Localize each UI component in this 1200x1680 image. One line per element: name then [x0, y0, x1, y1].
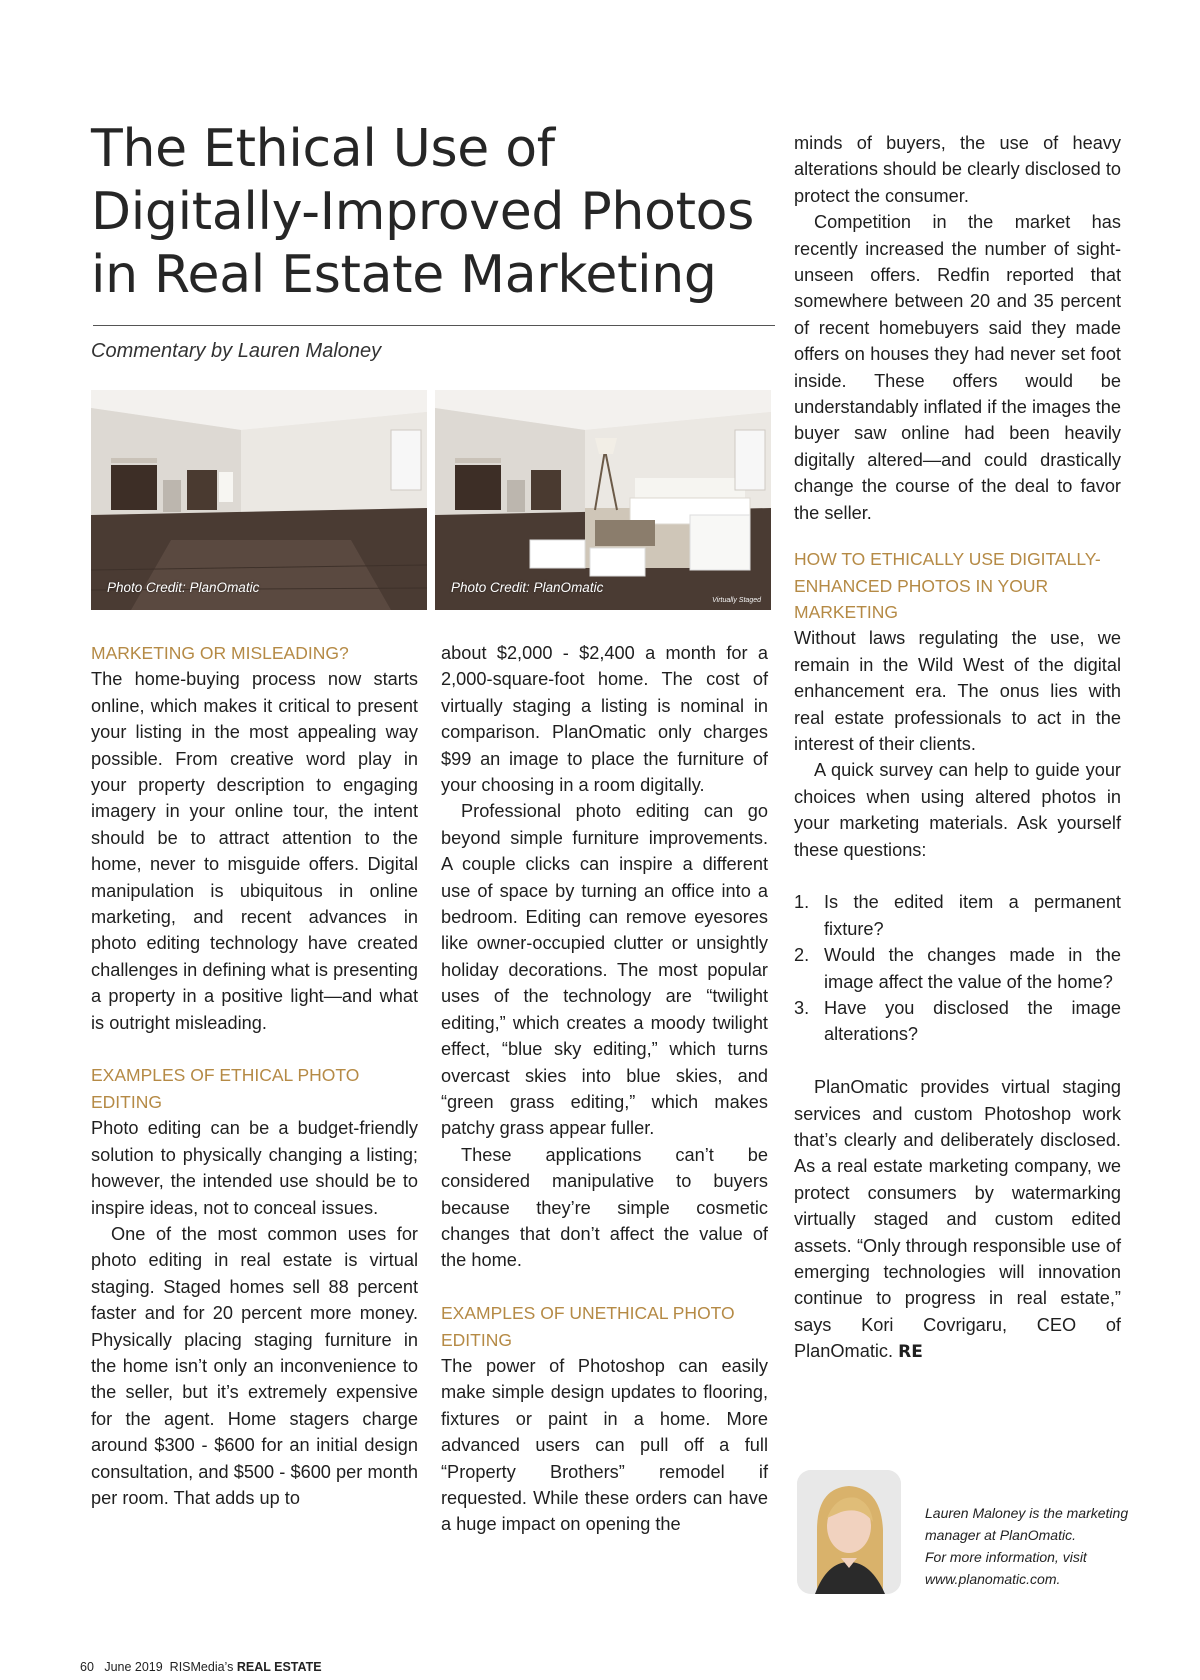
list-item: 3. Have you disclosed the image alterations?	[794, 997, 1121, 1045]
photo-empty-room	[91, 390, 427, 610]
paragraph: The home-buying process now starts online, which makes it critical to present your listing in the most appealing way possible. From creative word play in your property description to engaging imagery in your online tour, the intent should be to attract attention to the home, never to misguide offers. Digital manipulation is ubiquitous in online marketing, and recent advances in photo editing technology have created challenges in defining what is presenting a property in a positive light—and what is outright misleading.	[91, 669, 418, 1033]
staged-room-image	[435, 390, 771, 610]
section-heading-unethical-editing: EXAMPLES OF UNETHICAL PHOTO EDITING	[441, 1303, 735, 1350]
author-photo	[797, 1470, 901, 1594]
byline: Commentary by Lauren Maloney	[91, 340, 382, 362]
page-footer	[80, 1660, 322, 1674]
photo-staged-room	[435, 390, 771, 610]
page-number: 60	[80, 1660, 94, 1674]
issue-date: June 2019	[104, 1660, 163, 1674]
bio-line: Lauren Maloney is the marketing manager at PlanOmatic.	[925, 1505, 1129, 1543]
paragraph: Photo editing can be a budget-friendly solution to physically changing a listing; however, the intended use should be to inspire ideas, not to conceal issues.	[91, 1118, 418, 1218]
photo-credit: Photo Credit: PlanOmatic	[451, 580, 604, 595]
paragraph: These applications can’t be considered manipulative to buyers because they’re simple cosmetic changes that don’t affect the value of the home.	[441, 1144, 768, 1271]
paragraph: Professional photo editing can go beyond simple furniture improvements. A couple clicks can inspire a different use of space by turning an office into a bedroom. Editing can remove eyesores like owner-occupied clutter or unsightly holiday decorations. The most popular uses of the technology are “twilight editing,” which creates a moody twilight effect, “blue sky editing,” which turns overcast skies into blue skies, and “green grass editing,” which makes patchy grass appear fuller.	[441, 801, 768, 1139]
list-item: 1. Is the edited item a permanent fixture?	[794, 892, 1121, 939]
paragraph: about $2,000 - $2,400 a month for a 2,000-square-foot home. The cost of virtually staging a listing is nominal in comparison. PlanOmatic only charges $99 an image to place the furniture of your choosing in a room digitally.	[441, 643, 768, 796]
publisher: RISMedia’s	[169, 1660, 234, 1674]
paragraph: The power of Photoshop can easily make simple design updates to flooring, fixtures or paint in a home. More advanced users can pull off a full “Property Brothers” remodel if requested. While these orders can have a huge impact on opening the	[441, 1355, 768, 1535]
article-column-3	[794, 130, 1121, 1366]
section-heading-how-to-ethically-use: HOW TO ETHICALLY USE DIGITALLY-ENHANCED PHOTOS IN YOUR MARKETING	[794, 549, 1101, 622]
bio-line: For more information, visit www.planomatic.com.	[925, 1549, 1087, 1587]
photo-credit: Photo Credit: PlanOmatic	[107, 580, 260, 595]
section-heading-marketing-or-misleading: MARKETING OR MISLEADING?	[91, 643, 349, 663]
paragraph: A quick survey can help to guide your choices when using altered photos in your marketing materials. Ask yourself these questions:	[794, 760, 1121, 860]
empty-room-image	[91, 390, 427, 610]
author-bio	[925, 1502, 1135, 1590]
title-divider	[93, 325, 775, 326]
list-item: 2. Would the changes made in the image affect the value of the home?	[794, 945, 1121, 992]
questions-list	[794, 889, 1121, 1047]
magazine-name: REAL ESTATE	[236, 1660, 322, 1674]
virtually-staged-watermark: Virtually Staged	[712, 597, 761, 604]
paragraph: minds of buyers, the use of heavy alterations should be clearly disclosed to protect the consumer.	[794, 133, 1121, 206]
article-column-1	[91, 640, 418, 1511]
author-portrait	[797, 1470, 901, 1594]
article-column-2	[441, 640, 768, 1538]
article-title: The Ethical Use of Digitally-Improved Photos in Real Estate Marketing	[91, 119, 754, 305]
paragraph: Competition in the market has recently increased the number of sight-unseen offers. Redfin reported that somewhere between 20 and 35 percent of recent homebuyers said they made offers on houses they had never set foot inside. These offers would be understandably inflated if the images the buyer saw online had been heavily digitally altered—and could drastically change the course of the deal to favor the seller.	[794, 212, 1121, 523]
closing-paragraph: PlanOmatic provides virtual staging services and custom Photoshop work that’s clearly and deliberately disclosed. As a real estate marketing company, we protect consumers by watermarking virtually staged and custom edited assets. “Only through responsible use of emerging technologies will innovation continue to progress in real estate,” says Kori Covrigaru, CEO of PlanOmatic. RE	[794, 1077, 1121, 1363]
end-mark: RE	[898, 1342, 923, 1363]
section-heading-ethical-editing: EXAMPLES OF ETHICAL PHOTO EDITING	[91, 1065, 360, 1112]
paragraph: One of the most common uses for photo editing in real estate is virtual staging. Staged homes sell 88 percent faster and for 20 percent more money. Physically placing staging furniture in the home isn’t only an inconvenience to the seller, but it’s extremely expensive for the agent. Home stagers charge around $300 - $600 for an initial design consultation, and $500 - $600 per month per room. That adds up to	[91, 1223, 418, 1508]
paragraph: Without laws regulating the use, we remain in the Wild West of the digital enhancement era. The onus lies with real estate professionals to act in the interest of their clients.	[794, 628, 1121, 754]
